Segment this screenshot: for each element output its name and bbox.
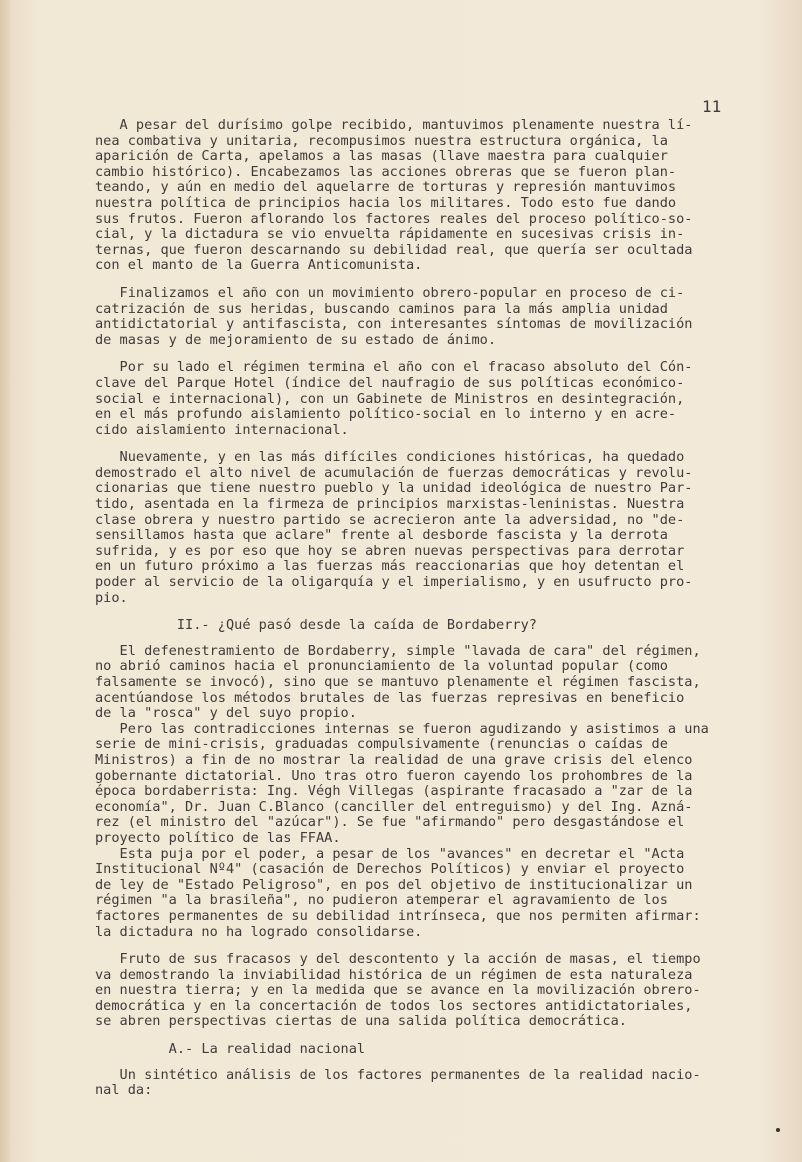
text-line: Ministros) a fin de no mostrar la realidad de una grave crisis del elenco — [95, 751, 693, 768]
text-line: poder al servicio de la oligarquía y el imperialismo, y en usufructo pro- — [95, 574, 693, 591]
ink-speck — [776, 1128, 780, 1132]
paragraph — [95, 360, 755, 438]
text-line: serie de mini-crisis, graduadas compulsivamente (renuncias o caídas de — [95, 736, 668, 753]
text-line: ternas, que fueron descarnando su debilidad real, que quería ser ocultada — [95, 241, 693, 258]
text-line: época bordaberrista: Ing. Végh Villegas (aspirante fracasado a "zar de la — [95, 783, 693, 800]
text-line: Pero las contradicciones internas se fueron agudizando y asistimos a una — [95, 720, 709, 737]
text-line: factores permanentes de su debilidad intrínseca, que nos permiten afirmar: — [95, 907, 701, 924]
text-line: sensillamos hasta que aclare" frente al desborde fascista y la derrota — [95, 527, 668, 544]
text-line: de ley de "Estado Peligroso", en pos del objetivo de institucionalizar un — [95, 876, 693, 893]
text-line: cido aislamiento internacional. — [95, 421, 349, 438]
text-line: cambio histórico). Encabezamos las acciones obreras que se fueron plan- — [95, 163, 677, 180]
text-line: en nuestra tierra; y en la medida que se avance en la movilización obrero- — [95, 982, 701, 999]
paragraph — [95, 952, 755, 1030]
text-line: sus frutos. Fueron aflorando los factores reales del proceso político-so- — [95, 210, 693, 227]
text-line: va demostrando la inviabilidad histórica de un régimen de esta naturaleza — [95, 966, 693, 983]
paragraph — [95, 644, 755, 940]
text-line: El defenestramiento de Bordaberry, simple "lavada de cara" del régimen, — [95, 642, 701, 659]
text-line: en un futuro próximo a las fuerzas más reaccionarias que hoy detentan el — [95, 558, 685, 575]
text-line: sufrida, y es por eso que hoy se abren nuevas perspectivas para derrotar — [95, 542, 685, 559]
text-line: falsamente se invocó), sino que se mantuvo plenamente el régimen fascista, — [95, 674, 701, 690]
text-line: Institucional Nº4" (casación de Derechos Políticos) y enviar el proyecto — [95, 861, 685, 878]
text-line: no abrió caminos hacia el pronunciamiento de la voluntad popular (como — [95, 658, 668, 675]
text-line: cial, y la dictadura se vio envuelta rápidamente en sucesivas crisis in- — [95, 226, 685, 243]
text-line: social e internacional), con un Gabinete de Ministros en desintegración, — [95, 390, 685, 407]
text-line: demostrado el alto nivel de acumulación de fuerzas democráticas y revolu- — [95, 464, 693, 481]
text-line: nuestra política de principios hacia los militares. Todo esto fue dando — [95, 194, 677, 211]
text-line: teando, y aún en medio del aquelarre de torturas y represión mantuvimos — [95, 179, 677, 196]
text-line: Esta puja por el poder, a pesar de los "avances" en decretar el "Acta — [95, 845, 685, 862]
text-line: aparición de Carta, apelamos a las masas (llave maestra para cualquier — [95, 148, 668, 165]
text-line: Nuevamente, y en las más difíciles condiciones históricas, ha quedado — [95, 449, 685, 466]
text-line: en el más profundo aislamiento político-social en lo interno y en acre- — [95, 406, 677, 423]
text-line: clase obrera y nuestro partido se acrecieron ante la adversidad, no "de- — [95, 511, 685, 528]
text-line: clave del Parque Hotel (índice del naufragio de sus políticas económico- — [95, 374, 685, 391]
paragraph — [95, 1068, 755, 1099]
text-line: A pesar del durísimo golpe recibido, mantuvimos plenamente nuestra lí- — [95, 117, 693, 133]
text-line: proyecto político de las FFAA. — [95, 829, 341, 846]
text-line: régimen "a la brasileña", no pudieron atemperar el agravamiento de los — [95, 892, 668, 909]
text-line: de la "rosca" y del suyo propio. — [95, 705, 357, 722]
text-line: catrización de sus heridas, buscando caminos para la más amplia unidad — [95, 300, 668, 317]
text-line: nal da: — [95, 1082, 153, 1099]
text-line: Finalizamos el año con un movimiento obrero-popular en proceso de ci- — [95, 284, 685, 301]
text-line: tido, asentada en la firmeza de principios marxistas-leninistas. Nuestra — [95, 496, 685, 513]
text-line: Por su lado el régimen termina el año con el fracaso absoluto del Cón- — [95, 359, 693, 376]
document-body — [95, 118, 755, 1111]
text-line: democrática y en la concertación de todos los sectores antidictatoriales, — [95, 997, 693, 1014]
text-line: rez (el ministro del "azúcar"). Se fue "afirmando" pero desgastándose el — [95, 814, 685, 831]
text-line: economía", Dr. Juan C.Blanco (canciller del entreguismo) y del Ing. Azná- — [95, 798, 693, 815]
paragraph — [95, 450, 755, 606]
text-line: acentúandose los métodos brutales de las fuerzas represivas en beneficio — [95, 689, 685, 706]
paragraph — [95, 286, 755, 348]
text-line: la dictadura no ha logrado consolidarse. — [95, 923, 423, 940]
text-line: se abren perspectivas ciertas de una salida política democrática. — [95, 1013, 627, 1030]
text-line: gobernante dictatorial. Uno tras otro fueron cayendo los prohombres de la — [95, 767, 693, 784]
paragraph — [95, 118, 755, 274]
section-heading — [95, 618, 755, 634]
text-line: cionarias que tiene nuestro pueblo y la unidad ideológica de nuestro Par- — [95, 480, 693, 497]
text-line: nea combativa y unitaria, recompusimos nuestra estructura orgánica, la — [95, 132, 668, 149]
page-fold-shadow — [0, 0, 12, 1162]
text-line: Un sintético análisis de los factores permanentes de la realidad nacio- — [95, 1066, 701, 1083]
page-number: 11 — [702, 97, 722, 116]
section-heading — [95, 1042, 755, 1058]
text-line: A.- La realidad nacional — [95, 1041, 366, 1058]
text-line: de masas y de mejoramiento de su estado de ánimo. — [95, 331, 497, 348]
text-line: pio. — [95, 589, 128, 606]
text-line: II.- ¿Qué pasó desde la caída de Bordaberry? — [95, 617, 537, 634]
text-line: Fruto de sus fracasos y del descontento y la acción de masas, el tiempo — [95, 951, 701, 968]
text-line: con el manto de la Guerra Anticomunista. — [95, 257, 423, 274]
text-line: antidictatorial y antifascista, con interesantes síntomas de movilización — [95, 316, 693, 333]
